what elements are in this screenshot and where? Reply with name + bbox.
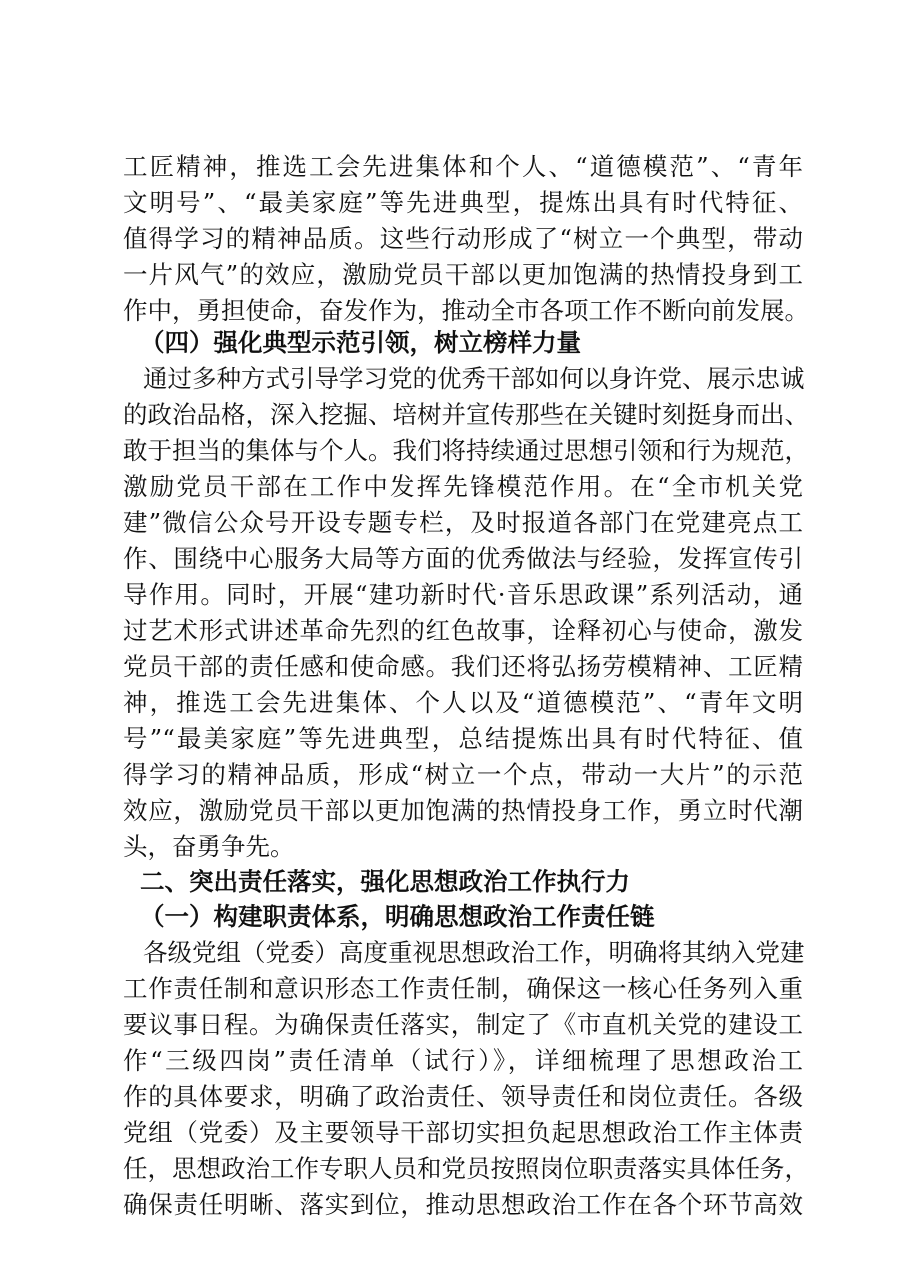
text-line: 效应，激励党员干部以更加饱满的热情投身工作，勇立时代潮 <box>123 796 803 825</box>
text-line: 作的具体要求，明确了政治责任、领导责任和岗位责任。各级 <box>123 1082 803 1111</box>
text-line: 头，奋勇争先。 <box>123 832 295 861</box>
text-line: 党员干部的责任感和使命感。我们还将弘扬劳模精神、工匠精 <box>123 652 803 681</box>
text-line: 作“三级四岗”责任清单（试行）》，详细梳理了思想政治工 <box>123 1046 803 1075</box>
text-line: 导作用。同时，开展“建功新时代·音乐思政课”系列活动，通 <box>123 580 803 609</box>
text-line: 各级党组（党委）高度重视思想政治工作，明确将其纳入党建 <box>143 938 805 967</box>
text-line: 确保责任明晰、落实到位，推动思想政治工作在各个环节高效 <box>123 1190 803 1219</box>
section-heading: （一）构建职责体系，明确思想政治工作责任链 <box>140 902 655 931</box>
text-line: 建”微信公众号开设专题专栏，及时报道各部门在党建亮点工 <box>123 508 803 537</box>
section-heading: （四）强化典型示范引领，树立榜样力量 <box>140 328 581 357</box>
text-line: 过艺术形式讲述革命先烈的红色故事，诠释初心与使命，激发 <box>123 616 803 645</box>
text-line: 值得学习的精神品质。这些行动形成了“树立一个典型，带动 <box>123 224 803 253</box>
text-line: 作中，勇担使命，奋发作为，推动全市各项工作不断向前发展。 <box>123 296 809 325</box>
text-line: 通过多种方式引导学习党的优秀干部如何以身许党、展示忠诚 <box>143 364 805 393</box>
text-line: 号”“最美家庭”等先进典型，总结提炼出具有时代特征、值 <box>123 724 803 753</box>
text-line: 工作责任制和意识形态工作责任制，确保这一核心任务列入重 <box>123 974 803 1003</box>
text-line: 的政治品格，深入挖掘、培树并宣传那些在关键时刻挺身而出、 <box>123 400 809 429</box>
text-line: 任，思想政治工作专职人员和党员按照岗位职责落实具体任务， <box>123 1154 809 1183</box>
text-line: 敢于担当的集体与个人。我们将持续通过思想引领和行为规范， <box>123 436 809 465</box>
text-line: 一片风气”的效应，激励党员干部以更加饱满的热情投身到工 <box>123 260 803 289</box>
text-line: 作、围绕中心服务大局等方面的优秀做法与经验，发挥宣传引 <box>123 544 803 573</box>
text-line: 要议事日程。为确保责任落实，制定了《市直机关党的建设工 <box>123 1010 803 1039</box>
text-line: 神，推选工会先进集体、个人以及“道德模范”、“青年文明 <box>123 688 803 717</box>
text-line: 激励党员干部在工作中发挥先锋模范作用。在“全市机关党 <box>123 472 803 501</box>
text-line: 文明号”、“最美家庭”等先进典型，提炼出具有时代特征、 <box>123 188 803 217</box>
chapter-heading: 二、突出责任落实，强化思想政治工作执行力 <box>140 867 630 896</box>
text-line: 得学习的精神品质，形成“树立一个点，带动一大片”的示范 <box>123 760 803 789</box>
text-line: 工匠精神，推选工会先进集体和个人、“道德模范”、“青年 <box>123 152 803 181</box>
text-line: 党组（党委）及主要领导干部切实担负起思想政治工作主体责 <box>123 1118 803 1147</box>
